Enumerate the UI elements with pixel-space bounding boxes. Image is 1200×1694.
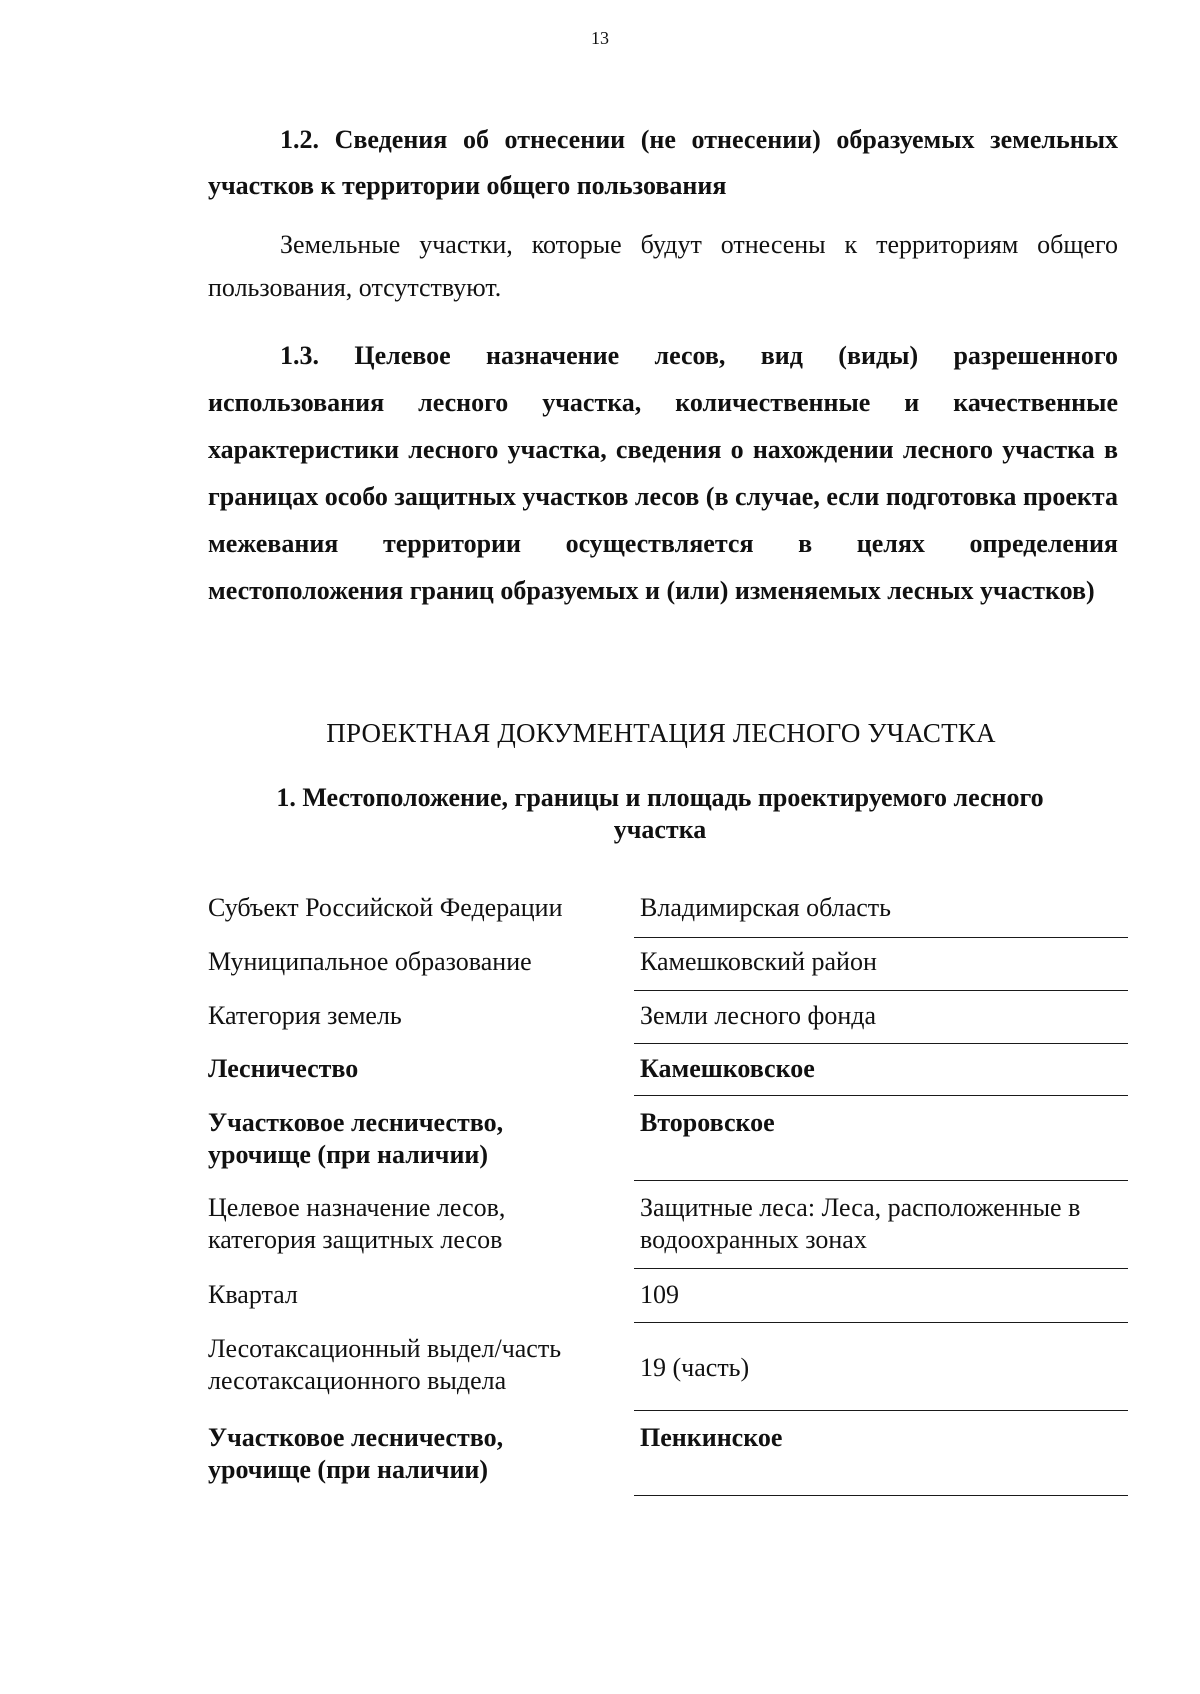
row-label-municipality: Муниципальное образование: [208, 947, 532, 976]
page-number: 13: [591, 28, 609, 48]
row-rule: [634, 990, 1128, 991]
row-value-municipality: Камешковский район: [640, 947, 877, 976]
row-label-quarter: Квартал: [208, 1280, 298, 1309]
section-1-3-heading: 1.3. Целевое назначение лесов, вид (виды) разрешенного использования лесного участка, количественные и качественные характеристики лесного участка, сведения о нахождении лесного участка в границах особо защитных участков лесов (в случае, если подготовка проекта межевания территории осуществляется в целях определения местоположения границ образуемых и (или) изменяемых лесных участков): [208, 341, 1118, 605]
row-label-forestry: Лесничество: [208, 1054, 359, 1083]
row-value-district-forestry-1: Второвское: [640, 1108, 775, 1137]
section-1-2-heading: 1.2. Сведения об отнесении (не отнесении) образуемых земельных участков к территории общего пользования: [208, 125, 1118, 200]
row-rule: [634, 1043, 1128, 1044]
subsection-title: 1. Местоположение, границы и площадь проектируемого лесного участка: [276, 783, 1044, 844]
row-rule: [634, 937, 1128, 938]
row-rule: [634, 1410, 1128, 1411]
row-label-district-forestry-1: Участковое лесничество, урочище (при наличии): [208, 1108, 504, 1169]
row-value-forest-purpose: Защитные леса: Леса, расположенные в водоохранных зонах: [640, 1193, 1081, 1254]
row-value-taxation-unit: 19 (часть): [640, 1353, 750, 1382]
row-rule: [634, 1180, 1128, 1181]
row-label-land-category: Категория земель: [208, 1001, 402, 1030]
row-value-district-forestry-2: Пенкинское: [640, 1423, 783, 1452]
section-1-2-body: Земельные участки, которые будут отнесены к территориям общего пользования, отсутствуют.: [208, 230, 1118, 302]
row-label-taxation-unit: Лесотаксационный выдел/часть лесотаксационного выдела: [208, 1334, 562, 1395]
row-value-forestry: Камешковское: [640, 1054, 815, 1083]
row-label-district-forestry-2: Участковое лесничество, урочище (при наличии): [208, 1423, 504, 1484]
row-value-quarter: 109: [640, 1280, 679, 1309]
row-rule: [634, 1322, 1128, 1323]
row-label-subject: Субъект Российской Федерации: [208, 893, 563, 922]
row-rule: [634, 1095, 1128, 1096]
row-value-subject: Владимирская область: [640, 893, 891, 922]
row-rule: [634, 1268, 1128, 1269]
document-title: ПРОЕКТНАЯ ДОКУМЕНТАЦИЯ ЛЕСНОГО УЧАСТКА: [326, 718, 996, 748]
row-rule: [634, 1495, 1128, 1496]
row-value-land-category: Земли лесного фонда: [640, 1001, 877, 1030]
row-label-forest-purpose: Целевое назначение лесов, категория защитных лесов: [208, 1193, 506, 1254]
